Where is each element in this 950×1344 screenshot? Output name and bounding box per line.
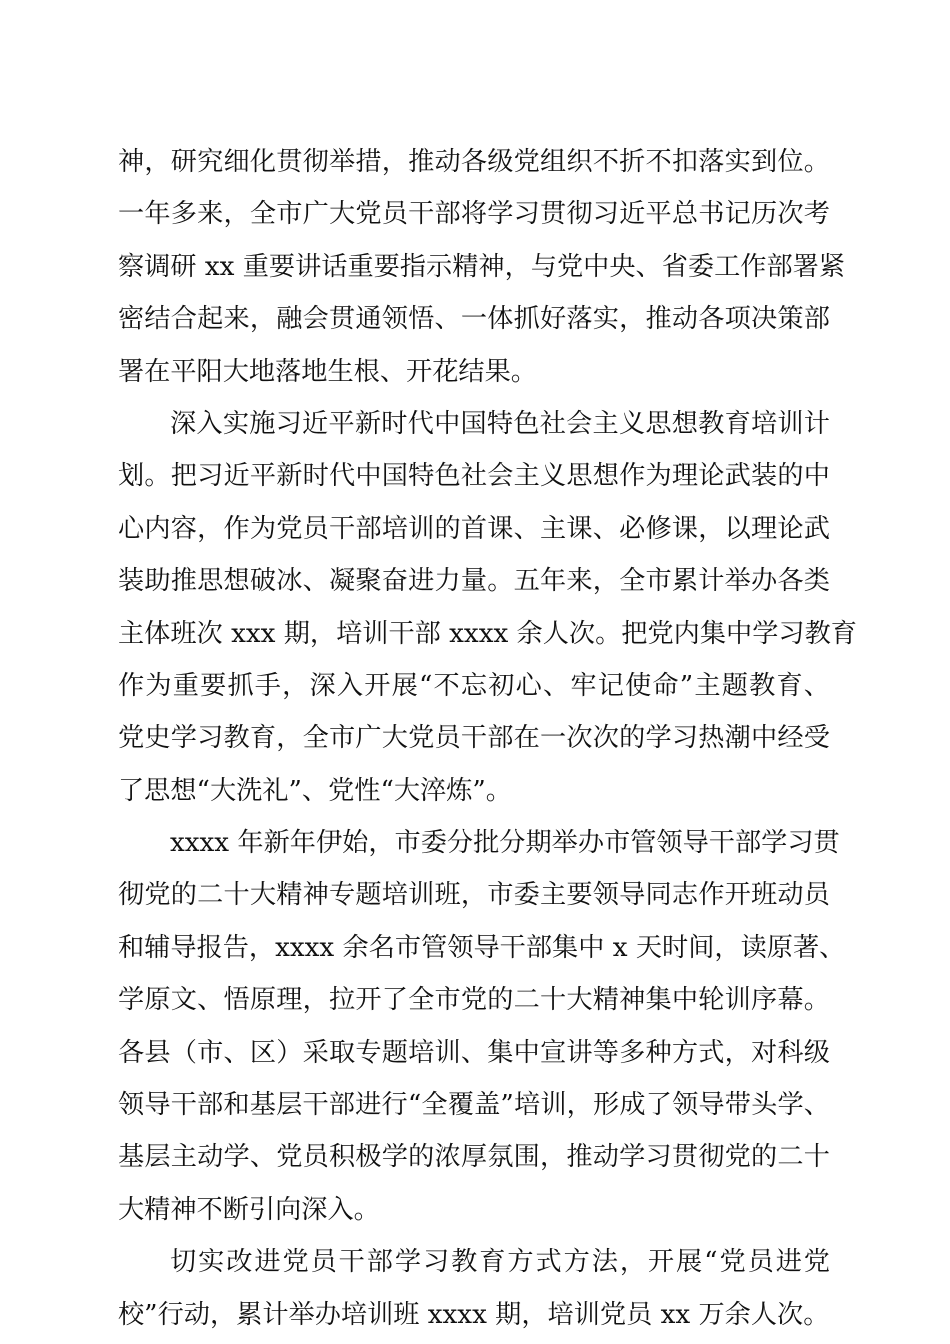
text-line: 了思想“大洗礼”、党性“大淬炼”。 [118, 775, 512, 806]
text-line: 神，研究细化贯彻举措，推动各级党组织不折不扣落实到位。 [118, 147, 830, 177]
text-line: 密结合起来，融会贯通领悟、一体抓好落实，推动各项决策部 [118, 304, 830, 335]
text-line: 心内容，作为党员干部培训的首课、主课、必修课，以理论武 [118, 513, 830, 544]
text-line: 切实改进党员干部学习教育方式方法，开展“党员进党 [170, 1247, 830, 1278]
text-line: 作为重要抓手，深入开展“不忘初心、牢记使命”主题教育、 [118, 670, 830, 701]
paragraph-4 [118, 1236, 830, 1341]
text-line: 彻党的二十大精神专题培训班，市委主要领导同志作开班动员 [118, 880, 830, 911]
document-body [118, 136, 857, 1341]
text-line: 校”行动，累计举办培训班 xxxx 期，培训党员 xx 万余人次。 [118, 1299, 830, 1330]
text-line: 领导干部和基层干部进行“全覆盖”培训，形成了领导带头学、 [118, 1090, 830, 1121]
text-line: xxxx 年新年伊始，市委分批分期举办市管领导干部学习贯 [170, 828, 840, 859]
paragraph-2 [118, 398, 857, 817]
text-line: 学原文、悟原理，拉开了全市党的二十大精神集中轮训序幕。 [118, 985, 830, 1016]
text-line: 察调研 xx 重要讲话重要指示精神，与党中央、省委工作部署紧 [118, 251, 846, 282]
text-line: 划。把习近平新时代中国特色社会主义思想作为理论武装的中 [118, 461, 830, 492]
text-line: 党史学习教育，全市广大党员干部在一次次的学习热潮中经受 [118, 723, 830, 754]
text-line: 基层主动学、党员积极学的浓厚氛围，推动学习贯彻党的二十 [118, 1142, 830, 1173]
text-line: 大精神不断引向深入。 [118, 1194, 380, 1225]
text-line: 和辅导报告，xxxx 余名市管领导干部集中 x 天时间，读原著、 [118, 932, 846, 963]
text-line: 各县（市、区）采取专题培训、集中宣讲等多种方式，对科级 [118, 1037, 830, 1068]
text-line: 署在平阳大地落地生根、开花结果。 [118, 356, 537, 387]
text-line: 装助推思想破冰、凝聚奋进力量。五年来，全市累计举办各类 [118, 566, 830, 597]
text-line: 一年多来，全市广大党员干部将学习贯彻习近平总书记历次考 [118, 199, 830, 230]
text-line: 主体班次 xxx 期，培训干部 xxxx 余人次。把党内集中学习教育 [118, 618, 857, 649]
paragraph-1 [118, 136, 846, 398]
text-line: 深入实施习近平新时代中国特色社会主义思想教育培训计 [170, 408, 830, 439]
paragraph-3 [118, 817, 846, 1236]
